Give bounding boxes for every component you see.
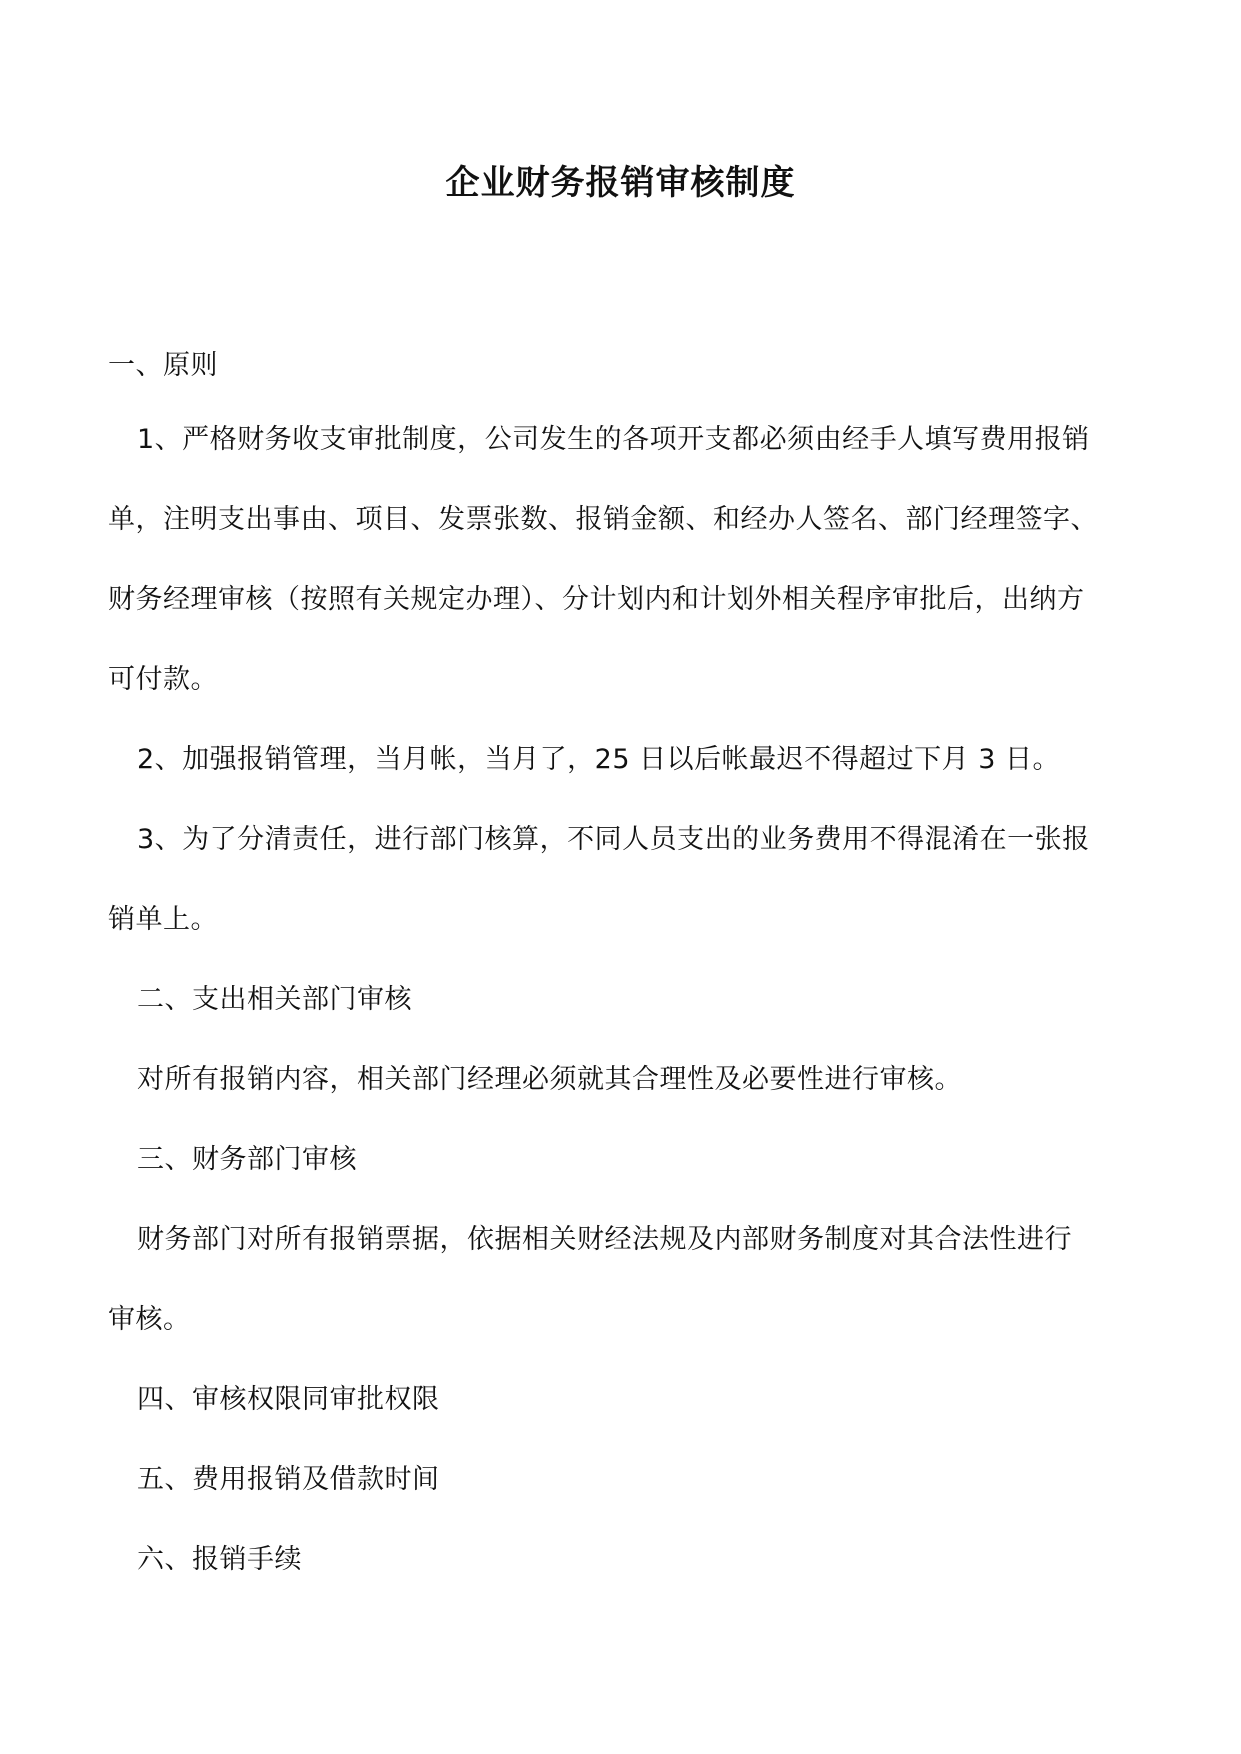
- section-heading: 二、支出相关部门审核: [137, 984, 412, 1015]
- paragraph-line: 2、加强报销管理，当月帐，当月了，25 日以后帐最迟不得超过下月 3 日。: [137, 744, 1060, 775]
- paragraph-line: 财务部门对所有报销票据，依据相关财经法规及内部财务制度对其合法性进行: [137, 1224, 1072, 1255]
- document-title: 企业财务报销审核制度: [445, 163, 796, 203]
- paragraph-line: 财务经理审核（按照有关规定办理）、分计划内和计划外相关程序审批后，出纳方: [108, 584, 1085, 615]
- paragraph-line: 1、严格财务收支审批制度，公司发生的各项开支都必须由经手人填写费用报销: [137, 424, 1090, 455]
- section-heading-principles: 一、原则: [108, 350, 218, 381]
- section-heading: 三、财务部门审核: [137, 1144, 357, 1175]
- section-heading: 四、审核权限同审批权限: [137, 1384, 440, 1415]
- section-heading: 五、费用报销及借款时间: [137, 1464, 440, 1495]
- paragraph-line: 对所有报销内容，相关部门经理必须就其合理性及必要性进行审核。: [137, 1064, 962, 1095]
- paragraph-line: 销单上。: [108, 904, 218, 935]
- section-heading: 六、报销手续: [137, 1544, 302, 1575]
- paragraph-line: 审核。: [108, 1304, 191, 1335]
- paragraph-line: 单，注明支出事由、项目、发票张数、报销金额、和经办人签名、部门经理签字、: [108, 504, 1098, 535]
- paragraph-line: 3、为了分清责任，进行部门核算，不同人员支出的业务费用不得混淆在一张报: [137, 824, 1090, 855]
- paragraph-line: 可付款。: [108, 664, 218, 695]
